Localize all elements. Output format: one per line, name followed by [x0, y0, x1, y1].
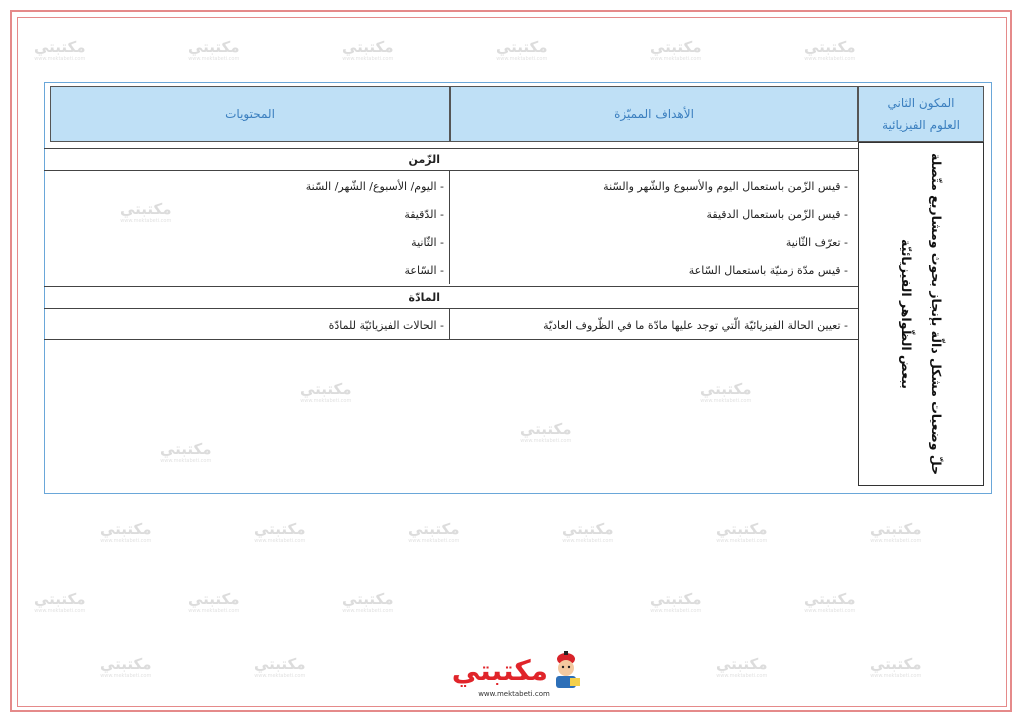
watermark: مكتبتي www.mektabeti.com [562, 520, 614, 544]
watermark: مكتبتي www.mektabeti.com [34, 38, 86, 62]
watermark: مكتبتي www.mektabeti.com [496, 38, 548, 62]
watermark: مكتبتي www.mektabeti.com [342, 38, 394, 62]
content-item: - الثّانية [411, 236, 444, 249]
content-item: - اليوم/ الأسبوع/ الشّهر/ السّنة [305, 180, 444, 193]
mascot-icon [548, 650, 584, 690]
header-objectives: الأهداف المميّزة [450, 86, 858, 142]
column-divider [449, 171, 450, 284]
watermark: مكتبتي www.mektabeti.com [716, 655, 768, 679]
header-component-line1: المكون الثاني [887, 96, 955, 110]
watermark: مكتبتي www.mektabeti.com [100, 520, 152, 544]
section-row [44, 148, 858, 171]
objective-item: - تعيين الحالة الفيزيائيّة الّتي توجد عليها مادّة ما في الظّروف العاديّة [543, 319, 848, 332]
watermark: مكتبتي www.mektabeti.com [188, 38, 240, 62]
section-row [44, 286, 858, 309]
watermark: مكتبتي www.mektabeti.com [408, 520, 460, 544]
watermark: مكتبتي www.mektabeti.com [520, 420, 572, 444]
header-contents: المحتويات [50, 86, 450, 142]
header-component-line2: العلوم الفيزيائية [882, 118, 960, 132]
watermark: مكتبتي www.mektabeti.com [254, 655, 306, 679]
watermark: مكتبتي www.mektabeti.com [650, 590, 702, 614]
objective-item: - قيس مدّة زمنيّة باستعمال السّاعة [688, 264, 848, 277]
watermark: مكتبتي www.mektabeti.com [254, 520, 306, 544]
watermark: مكتبتي www.mektabeti.com [650, 38, 702, 62]
content-item: - الحالات الفيزيائيّة للمادّة [328, 319, 444, 332]
objective-item: - قيس الزّمن باستعمال اليوم والأسبوع والشّهر والسّنة [603, 180, 848, 193]
watermark: مكتبتي www.mektabeti.com [870, 655, 922, 679]
header-component [858, 86, 984, 142]
section-title: الزّمن [408, 153, 440, 166]
content-item: - السّاعة [404, 264, 444, 277]
watermark: مكتبتي www.mektabeti.com [804, 590, 856, 614]
watermark: مكتبتي www.mektabeti.com [804, 38, 856, 62]
content-item: - الدّقيقة [404, 208, 444, 221]
logo-text: مكتبتي [451, 654, 548, 687]
side-cell-text: حلّ وضعيات مشكل دالّة بإنجاز بحوث ومشاريع متّصلة ببعض الظّواهر الفيزيائيّة [899, 152, 944, 476]
column-divider [449, 309, 450, 340]
section-title: المادّة [408, 291, 440, 304]
watermark: مكتبتي www.mektabeti.com [870, 520, 922, 544]
watermark: مكتبتي www.mektabeti.com [716, 520, 768, 544]
watermark: مكتبتي www.mektabeti.com [160, 440, 212, 464]
watermark: مكتبتي www.mektabeti.com [188, 590, 240, 614]
objective-item: - تعرّف الثّانية [785, 236, 848, 249]
watermark: مكتبتي www.mektabeti.com [300, 380, 352, 404]
watermark: مكتبتي www.mektabeti.com [34, 590, 86, 614]
objective-item: - قيس الزّمن باستعمال الدقيقة [706, 208, 848, 221]
watermark: مكتبتي www.mektabeti.com [700, 380, 752, 404]
row-divider [44, 339, 858, 340]
watermark: مكتبتي www.mektabeti.com [342, 590, 394, 614]
watermark: مكتبتي www.mektabeti.com [100, 655, 152, 679]
logo-url: www.mektabeti.com [478, 690, 550, 698]
watermark: مكتبتي www.mektabeti.com [120, 200, 172, 224]
site-logo [444, 650, 584, 696]
